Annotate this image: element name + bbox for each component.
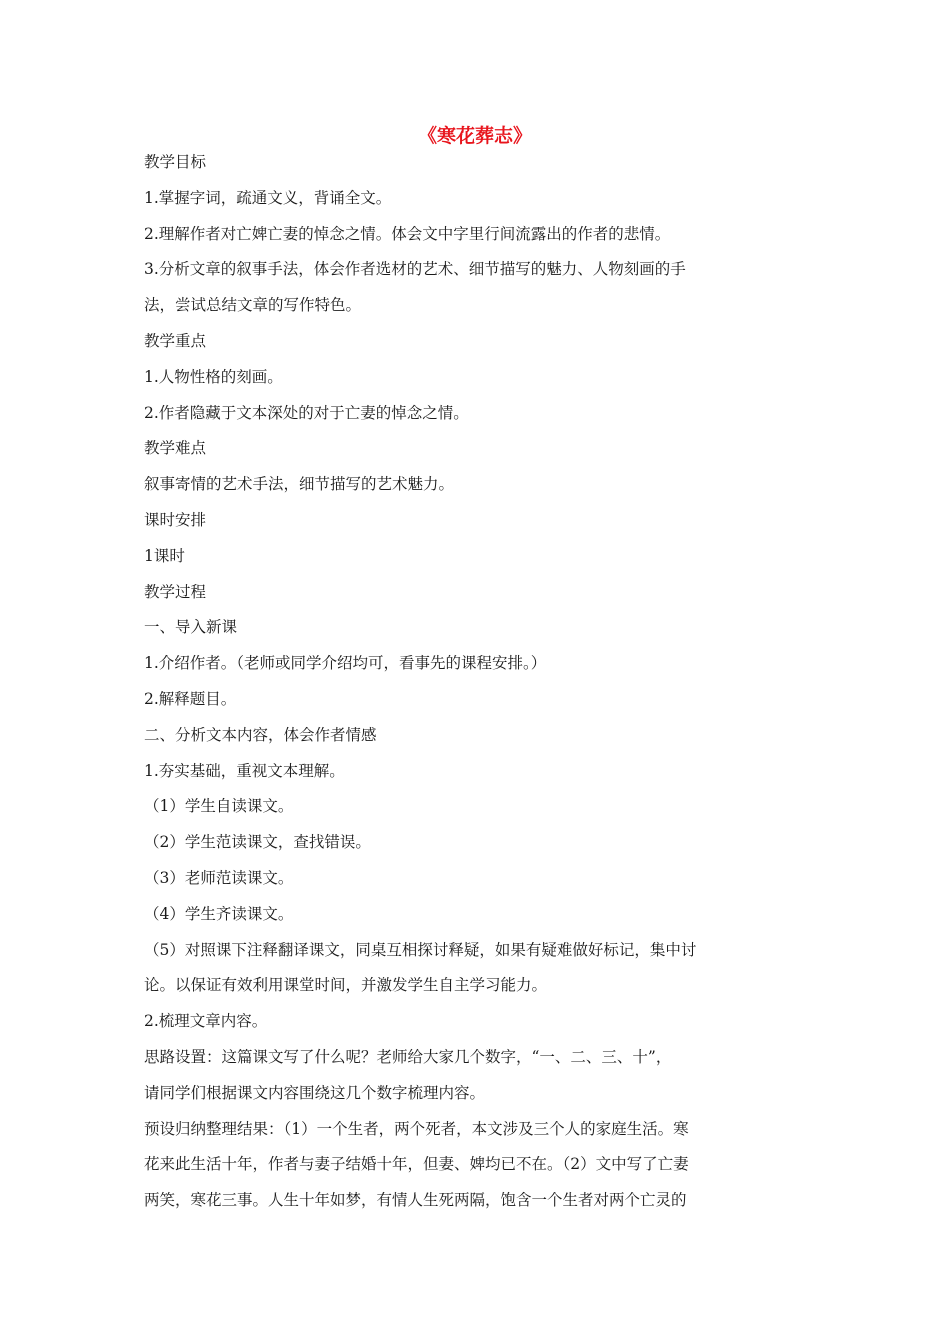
paragraph: 2.梳理文章内容。 [144, 1012, 268, 1031]
paragraph: 2.作者隐藏于文本深处的对于亡妻的悼念之情。 [144, 403, 469, 422]
paragraph: 二、分析文本内容，体会作者情感 [144, 725, 377, 744]
paragraph: 2.解释题目。 [144, 689, 237, 708]
paragraph: 2.理解作者对亡婢亡妻的悼念之情。体会文中字里行间流露出的作者的悲情。 [144, 224, 671, 243]
section-heading-key-points: 教学重点 [144, 331, 207, 350]
paragraph: 论。以保证有效利用课堂时间，并激发学生自主学习能力。 [144, 976, 548, 995]
paragraph: 1.夯实基础，重视文本理解。 [144, 761, 345, 780]
paragraph: 两笑，寒花三事。人生十年如梦，有情人生死两隔，饱含一个生者对两个亡灵的 [144, 1191, 687, 1210]
section-heading-difficulties: 教学难点 [144, 439, 207, 458]
document-body [144, 145, 744, 1219]
document-title: 《寒花葬志》 [417, 125, 532, 147]
paragraph: （3）老师范读课文。 [144, 868, 294, 887]
paragraph: （2）学生范读课文，查找错误。 [144, 833, 371, 852]
paragraph: 请同学们根据课文内容围绕这几个数字梳理内容。 [144, 1083, 486, 1102]
paragraph: （5）对照课下注释翻译课文，同桌互相探讨释疑，如果有疑难做好标记，集中讨 [144, 940, 697, 959]
paragraph: 叙事寄情的艺术手法，细节描写的艺术魅力。 [144, 475, 455, 494]
section-heading-objectives: 教学目标 [144, 153, 207, 171]
paragraph: 法，尝试总结文章的写作特色。 [144, 296, 362, 315]
paragraph: 1.掌握字词，疏通文义，背诵全文。 [144, 188, 392, 207]
section-heading-process: 教学过程 [144, 582, 207, 601]
paragraph: 思路设置：这篇课文写了什么呢？老师给大家几个数字，“一、二、三、十”， [144, 1047, 672, 1066]
paragraph: （4）学生齐读课文。 [144, 904, 294, 923]
paragraph: （1）学生自读课文。 [144, 797, 294, 816]
paragraph: 1课时 [144, 546, 185, 565]
paragraph: 一、导入新课 [144, 618, 238, 637]
paragraph: 1.人物性格的刻画。 [144, 367, 283, 386]
paragraph: 1.介绍作者。（老师或同学介绍均可，看事先的课程安排。） [144, 654, 547, 673]
paragraph: 3.分析文章的叙事手法，体会作者选材的艺术、细节描写的魅力、人物刻画的手 [144, 260, 686, 279]
paragraph: 预设归纳整理结果：（1）一个生者，两个死者，本文涉及三个人的家庭生活。寒 [144, 1119, 689, 1138]
paragraph: 花来此生活十年，作者与妻子结婚十年，但妻、婢均已不在。（2）文中写了亡妻 [144, 1155, 689, 1174]
section-heading-schedule: 课时安排 [144, 510, 207, 529]
